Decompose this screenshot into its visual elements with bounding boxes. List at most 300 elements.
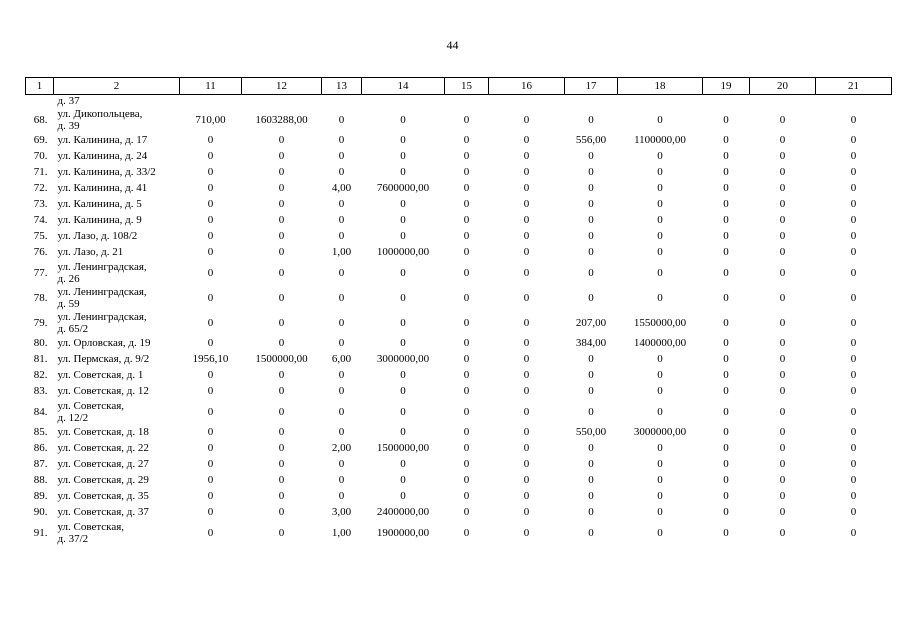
value-cell: 0 xyxy=(400,385,406,397)
value-cell: 7600000,00 xyxy=(376,182,430,194)
value-cell: 0 xyxy=(850,113,857,126)
value-cell: 0 xyxy=(850,369,857,381)
address-line: д. 12/2 xyxy=(57,411,89,424)
table-row xyxy=(26,180,892,196)
address-line: ул. Калинина, д. 17 xyxy=(57,134,148,146)
value-cell: 0 xyxy=(588,291,594,304)
value-cell: 0 xyxy=(523,458,530,470)
value-cell: 550,00 xyxy=(575,426,607,438)
table-row xyxy=(26,488,892,504)
value-cell: 0 xyxy=(207,474,214,486)
value-cell: 0 xyxy=(588,214,594,226)
value-cell: 0 xyxy=(400,166,406,178)
value-cell: 0 xyxy=(463,316,470,329)
address-cell xyxy=(54,164,180,180)
value-cell: 0 xyxy=(278,246,285,258)
value-cell: 0 xyxy=(463,150,470,162)
value-cell: 1900000,00 xyxy=(376,526,430,539)
value-cell: 0 xyxy=(779,526,786,539)
value-cell: 0 xyxy=(850,442,857,454)
value-cell: 1550000,00 xyxy=(633,316,687,329)
value-cell: 0 xyxy=(657,266,663,279)
table-row xyxy=(26,310,892,335)
value-cell: 0 xyxy=(657,214,663,226)
address-line: ул. Советская, xyxy=(57,520,125,533)
column-header: 20 xyxy=(750,78,816,95)
value-cell: 0 xyxy=(588,166,594,178)
value-cell: 0 xyxy=(850,526,857,539)
value-cell: 1500000,00 xyxy=(376,442,430,454)
value-cell: 0 xyxy=(657,230,663,242)
value-cell: 0 xyxy=(779,385,786,397)
value-cell: 0 xyxy=(779,150,786,162)
address-cell xyxy=(54,399,180,424)
value-cell: 0 xyxy=(723,506,729,518)
value-cell: 0 xyxy=(723,490,729,502)
value-cell: 0 xyxy=(400,474,406,486)
row-number: 79. xyxy=(33,316,48,329)
value-cell: 0 xyxy=(463,266,470,279)
value-cell: 0 xyxy=(850,291,857,304)
table-row xyxy=(26,164,892,180)
value-cell: 0 xyxy=(400,113,406,126)
value-cell: 0 xyxy=(523,134,530,146)
value-cell: 0 xyxy=(278,385,285,397)
value-cell: 0 xyxy=(338,426,345,438)
value-cell: 0 xyxy=(657,369,663,381)
value-cell: 0 xyxy=(779,337,786,349)
column-header: 2 xyxy=(54,78,180,95)
row-number: 83. xyxy=(33,385,48,397)
value-cell: 0 xyxy=(523,506,530,518)
value-cell: 0 xyxy=(850,182,857,194)
address-cell xyxy=(54,196,180,212)
value-cell: 6,00 xyxy=(331,353,352,365)
value-cell: 0 xyxy=(207,182,214,194)
value-cell: 0 xyxy=(400,369,406,381)
value-cell: 0 xyxy=(463,291,470,304)
column-header: 14 xyxy=(362,78,445,95)
value-cell: 0 xyxy=(400,134,406,146)
row-number: 86. xyxy=(33,442,48,454)
address-cell xyxy=(54,285,180,310)
value-cell: 0 xyxy=(523,198,530,210)
value-cell: 0 xyxy=(850,214,857,226)
value-cell: 0 xyxy=(588,246,594,258)
row-number: 71. xyxy=(33,166,48,178)
value-cell: 0 xyxy=(400,291,406,304)
row-number: 76. xyxy=(33,246,48,258)
value-cell: 0 xyxy=(850,474,857,486)
value-cell: 0 xyxy=(850,426,857,438)
address-line: ул. Советская, д. 22 xyxy=(57,442,149,454)
page-number: 44 xyxy=(446,38,459,52)
address-line: ул. Советская, д. 1 xyxy=(57,369,144,381)
value-cell: 0 xyxy=(723,134,729,146)
value-cell: 0 xyxy=(850,385,857,397)
table-row xyxy=(26,285,892,310)
value-cell: 0 xyxy=(723,113,729,126)
value-cell: 0 xyxy=(207,405,214,418)
value-cell: 0 xyxy=(523,353,530,365)
value-cell: 0 xyxy=(779,266,786,279)
value-cell: 0 xyxy=(850,246,857,258)
row-number: 89. xyxy=(33,490,48,502)
value-cell: 0 xyxy=(278,490,285,502)
value-cell: 0 xyxy=(588,490,594,502)
table-row xyxy=(26,107,892,132)
value-cell: 0 xyxy=(207,150,214,162)
value-cell: 0 xyxy=(850,316,857,329)
table-row xyxy=(26,424,892,440)
address-line: ул. Советская, д. 37 xyxy=(57,506,149,518)
value-cell: 0 xyxy=(207,166,214,178)
value-cell: 0 xyxy=(463,353,470,365)
value-cell: 0 xyxy=(588,198,594,210)
address-line: ул. Калинина, д. 5 xyxy=(57,198,142,210)
column-header: 1 xyxy=(26,78,54,95)
value-cell: 0 xyxy=(723,442,729,454)
value-cell: 0 xyxy=(278,405,285,418)
value-cell: 0 xyxy=(588,369,594,381)
row-number: 74. xyxy=(33,214,48,226)
value-cell: 0 xyxy=(723,316,729,329)
value-cell: 0 xyxy=(207,246,214,258)
value-cell: 0 xyxy=(657,150,663,162)
value-cell: 0 xyxy=(523,337,530,349)
value-cell: 0 xyxy=(278,526,285,539)
table-row xyxy=(26,472,892,488)
address-cell xyxy=(54,244,180,260)
value-cell: 0 xyxy=(723,230,729,242)
row-number: 72. xyxy=(33,182,48,194)
value-cell: 0 xyxy=(207,316,214,329)
value-cell: 0 xyxy=(850,353,857,365)
address-line: ул. Калинина, д. 41 xyxy=(57,182,148,194)
value-cell: 0 xyxy=(657,246,663,258)
value-cell: 0 xyxy=(850,150,857,162)
value-cell: 0 xyxy=(657,166,663,178)
address-line: ул. Советская, д. 35 xyxy=(57,490,149,502)
value-cell: 0 xyxy=(338,266,345,279)
row-number xyxy=(26,95,54,108)
value-cell: 0 xyxy=(779,113,786,126)
value-cell: 0 xyxy=(779,426,786,438)
value-cell: 0 xyxy=(850,134,857,146)
value-cell: 0 xyxy=(588,385,594,397)
value-cell: 0 xyxy=(779,369,786,381)
value-cell: 2,00 xyxy=(331,442,352,454)
column-header: 13 xyxy=(322,78,362,95)
value-cell: 0 xyxy=(523,442,530,454)
value-cell: 0 xyxy=(779,405,786,418)
value-cell: 0 xyxy=(338,291,345,304)
value-cell: 1603288,00 xyxy=(255,113,308,126)
column-header: 18 xyxy=(618,78,703,95)
value-cell: 0 xyxy=(400,405,406,418)
value-cell: 0 xyxy=(463,246,470,258)
value-cell: 0 xyxy=(723,369,729,381)
value-cell: 0 xyxy=(723,150,729,162)
address-line: ул. Лазо, д. 108/2 xyxy=(57,230,138,242)
value-cell: 0 xyxy=(523,526,530,539)
value-cell: 0 xyxy=(523,166,530,178)
value-cell: 0 xyxy=(278,230,285,242)
value-cell: 0 xyxy=(779,353,786,365)
value-cell: 0 xyxy=(463,198,470,210)
value-cell: 0 xyxy=(723,426,729,438)
value-cell: 0 xyxy=(207,490,214,502)
value-cell: 0 xyxy=(723,405,729,418)
header-row xyxy=(26,78,892,95)
value-cell: 0 xyxy=(463,506,470,518)
value-cell: 0 xyxy=(588,113,594,126)
value-cell: 0 xyxy=(588,474,594,486)
address-line: ул. Советская, д. 27 xyxy=(57,458,149,470)
value-cell: 1500000,00 xyxy=(255,353,308,365)
value-cell: 0 xyxy=(338,458,345,470)
address-cell xyxy=(54,504,180,520)
value-cell: 0 xyxy=(850,490,857,502)
table-row xyxy=(26,440,892,456)
row-number: 81. xyxy=(33,353,48,365)
address-line: ул. Лазо, д. 21 xyxy=(57,246,124,258)
table-row xyxy=(26,367,892,383)
value-cell: 384,00 xyxy=(575,337,607,349)
address-cell xyxy=(54,520,180,545)
value-cell: 0 xyxy=(779,474,786,486)
address-line: д. 26 xyxy=(57,272,80,285)
row-number: 75. xyxy=(33,230,48,242)
value-cell: 0 xyxy=(588,182,594,194)
value-cell: 0 xyxy=(400,426,406,438)
address-line: ул. Калинина, д. 9 xyxy=(57,214,142,226)
row-number: 87. xyxy=(33,458,48,470)
column-header: 11 xyxy=(180,78,242,95)
address-line: ул. Орловская, д. 19 xyxy=(57,337,151,349)
value-cell: 0 xyxy=(723,526,729,539)
value-cell: 0 xyxy=(850,266,857,279)
value-cell: 0 xyxy=(400,150,406,162)
value-cell: 0 xyxy=(723,458,729,470)
value-cell: 0 xyxy=(207,198,214,210)
value-cell: 0 xyxy=(463,230,470,242)
address-cell xyxy=(54,472,180,488)
value-cell: 0 xyxy=(338,369,345,381)
value-cell: 0 xyxy=(657,385,663,397)
value-cell: 0 xyxy=(723,214,729,226)
table-row xyxy=(26,351,892,367)
value-cell: 0 xyxy=(657,182,663,194)
value-cell: 0 xyxy=(463,182,470,194)
value-cell: 0 xyxy=(588,353,594,365)
value-cell: 0 xyxy=(588,526,594,539)
value-cell: 0 xyxy=(338,230,345,242)
address-cell xyxy=(54,367,180,383)
value-cell: 0 xyxy=(207,337,214,349)
value-cell: 3,00 xyxy=(331,506,352,518)
value-cell: 0 xyxy=(207,442,214,454)
value-cell: 0 xyxy=(338,337,345,349)
value-cell: 0 xyxy=(723,291,729,304)
value-cell: 0 xyxy=(657,506,663,518)
value-cell: 0 xyxy=(278,458,285,470)
row-number: 68. xyxy=(33,113,48,126)
value-cell: 0 xyxy=(463,526,470,539)
value-cell: 0 xyxy=(588,266,594,279)
value-cell: 0 xyxy=(657,198,663,210)
value-cell: 0 xyxy=(278,442,285,454)
value-cell: 0 xyxy=(400,266,406,279)
value-cell: 0 xyxy=(207,385,214,397)
value-cell: 0 xyxy=(523,291,530,304)
address-line: ул. Советская, д. 29 xyxy=(57,474,149,486)
address-cell xyxy=(54,132,180,148)
value-cell: 0 xyxy=(278,369,285,381)
value-cell: 0 xyxy=(400,458,406,470)
value-cell: 0 xyxy=(463,369,470,381)
value-cell: 0 xyxy=(338,385,345,397)
value-cell: 0 xyxy=(463,405,470,418)
value-cell: 0 xyxy=(523,316,530,329)
value-cell: 0 xyxy=(278,291,285,304)
column-header: 17 xyxy=(565,78,618,95)
column-header: 16 xyxy=(489,78,565,95)
value-cell: 0 xyxy=(523,150,530,162)
value-cell: 0 xyxy=(523,474,530,486)
value-cell: 0 xyxy=(278,198,285,210)
column-header: 21 xyxy=(816,78,892,95)
value-cell: 0 xyxy=(723,182,729,194)
value-cell: 0 xyxy=(779,506,786,518)
value-cell: 0 xyxy=(523,182,530,194)
value-cell: 0 xyxy=(723,385,729,397)
address-cell xyxy=(54,228,180,244)
value-cell: 0 xyxy=(207,266,214,279)
table-row xyxy=(26,212,892,228)
table-row xyxy=(26,335,892,351)
value-cell: 0 xyxy=(588,405,594,418)
row-number: 73. xyxy=(33,198,48,210)
address-cell xyxy=(54,424,180,440)
value-cell: 0 xyxy=(463,474,470,486)
value-cell: 1400000,00 xyxy=(633,337,687,349)
value-cell: 0 xyxy=(463,490,470,502)
value-cell: 0 xyxy=(338,150,345,162)
row-number: 85. xyxy=(33,426,48,438)
value-cell: 0 xyxy=(400,337,406,349)
value-cell: 0 xyxy=(278,214,285,226)
value-cell: 0 xyxy=(723,266,729,279)
value-cell: 1000000,00 xyxy=(376,246,430,258)
value-cell: 2400000,00 xyxy=(376,506,430,518)
value-cell: 0 xyxy=(850,405,857,418)
value-cell: 0 xyxy=(850,230,857,242)
address-line: ул. Калинина, д. 24 xyxy=(57,150,148,162)
value-cell: 0 xyxy=(779,316,786,329)
table-row xyxy=(26,504,892,520)
value-cell: 0 xyxy=(657,526,663,539)
table-row xyxy=(26,196,892,212)
value-cell: 0 xyxy=(400,490,406,502)
value-cell: 0 xyxy=(338,490,345,502)
address-cell xyxy=(54,212,180,228)
value-cell: 0 xyxy=(400,198,406,210)
row-number: 90. xyxy=(33,506,48,518)
value-cell: 0 xyxy=(338,214,345,226)
address-line: ул. Советская, д. 18 xyxy=(57,426,149,438)
value-cell: 0 xyxy=(657,353,663,365)
table-row xyxy=(26,228,892,244)
address-line: ул. Ленинградская, xyxy=(57,310,147,323)
row-number: 88. xyxy=(33,474,48,486)
value-cell: 0 xyxy=(463,337,470,349)
value-cell: 0 xyxy=(779,246,786,258)
value-cell: 0 xyxy=(207,369,214,381)
value-cell: 0 xyxy=(278,506,285,518)
value-cell: 0 xyxy=(400,230,406,242)
address-cell: д. 37 xyxy=(57,95,80,107)
address-cell xyxy=(54,383,180,399)
table-row xyxy=(26,244,892,260)
value-cell: 0 xyxy=(779,198,786,210)
value-cell: 710,00 xyxy=(195,113,226,126)
value-cell: 1956,10 xyxy=(192,353,229,365)
address-line: д. 39 xyxy=(57,119,80,132)
value-cell: 0 xyxy=(779,166,786,178)
value-cell: 0 xyxy=(207,458,214,470)
value-cell: 0 xyxy=(657,113,663,126)
value-cell: 0 xyxy=(463,113,470,126)
value-cell: 0 xyxy=(463,442,470,454)
value-cell: 0 xyxy=(723,246,729,258)
value-cell: 0 xyxy=(779,291,786,304)
value-cell: 0 xyxy=(657,458,663,470)
row-number: 70. xyxy=(33,150,48,162)
value-cell: 0 xyxy=(588,442,594,454)
value-cell: 0 xyxy=(657,474,663,486)
address-cell xyxy=(54,351,180,367)
value-cell: 0 xyxy=(850,166,857,178)
row-number: 69. xyxy=(33,134,48,146)
value-cell: 0 xyxy=(463,166,470,178)
value-cell: 0 xyxy=(523,369,530,381)
value-cell: 0 xyxy=(723,166,729,178)
value-cell: 0 xyxy=(207,506,214,518)
value-cell: 0 xyxy=(338,474,345,486)
value-cell: 0 xyxy=(278,266,285,279)
value-cell: 207,00 xyxy=(575,316,607,329)
address-line: ул. Советская, д. 12 xyxy=(57,385,149,397)
value-cell: 0 xyxy=(779,442,786,454)
value-cell: 1100000,00 xyxy=(634,134,686,146)
address-line: ул. Советская, xyxy=(57,399,125,412)
value-cell: 1,00 xyxy=(331,246,352,258)
column-header: 15 xyxy=(445,78,489,95)
value-cell: 0 xyxy=(463,214,470,226)
value-cell: 0 xyxy=(523,246,530,258)
value-cell: 0 xyxy=(850,506,857,518)
value-cell: 0 xyxy=(278,316,285,329)
value-cell: 0 xyxy=(523,426,530,438)
value-cell: 0 xyxy=(338,113,345,126)
table-row xyxy=(26,132,892,148)
value-cell: 0 xyxy=(523,405,530,418)
value-cell: 0 xyxy=(338,134,345,146)
table-row xyxy=(26,520,892,545)
address-cell xyxy=(54,488,180,504)
row-number: 82. xyxy=(33,369,48,381)
